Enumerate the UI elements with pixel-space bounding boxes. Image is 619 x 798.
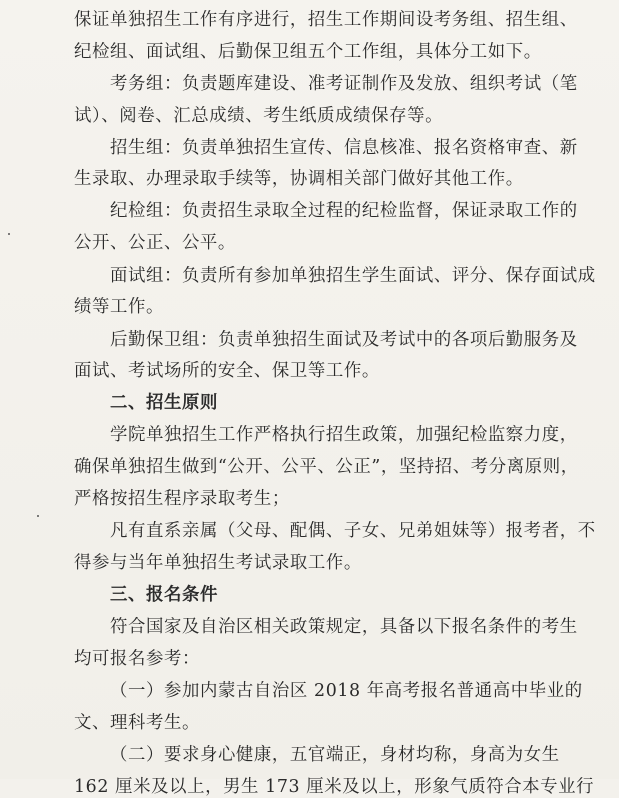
text-line: 考务组：负责题库建设、准考证制作及发放、组织考试（笔 [110,74,578,94]
text-line: 试）、阅卷、汇总成绩、考生纸质成绩保存等。 [74,106,444,126]
text-line: 生录取、办理录取手续等，协调相关部门做好其他工作。 [74,169,524,189]
text-line: 得参与当年单独招生考试录取工作。 [74,553,362,573]
text-line: 绩等工作。 [74,297,164,317]
text-line: 严格按招生程序录取考生； [74,489,290,509]
text-line: （一）参加内蒙古自治区 2018 年高考报名普通高中毕业的 [110,681,583,701]
scan-speck [37,515,39,517]
text-line: 保证单独招生工作有序进行，招生工作期间设考务组、招生组、 [74,10,578,30]
text-line: 招生组：负责单独招生宣传、信息核准、报名资格审查、新 [110,138,578,158]
text-line: 纪检组：负责招生录取全过程的纪检监督，保证录取工作的 [110,201,578,221]
text-line: 162 厘米及以上，男生 173 厘米及以上，形象气质符合本专业行 [74,777,595,797]
scan-speck [8,233,10,235]
text-line: 面试、考试场所的安全、保卫等工作。 [74,361,380,381]
text-line: 凡有直系亲属（父母、配偶、子女、兄弟姐妹等）报考者，不 [110,521,596,541]
text-line: 符合国家及自治区相关政策规定，具备以下报名条件的考生 [110,617,578,637]
text-line: 学院单独招生工作严格执行招生政策，加强纪检监察力度， [110,425,578,445]
section-heading: 二、招生原则 [110,393,218,413]
text-line: 均可报名参考： [74,649,200,669]
text-line: 纪检组、面试组、后勤保卫组五个工作组，具体分工如下。 [74,42,542,62]
text-line: 确保单独招生做到“公开、公平、公正”，坚持招、考分离原则， [74,457,579,477]
text-line: （二）要求身心健康，五官端正，身材均称，身高为女生 [110,745,560,765]
text-line: 文、理科考生。 [74,713,200,733]
text-line: 公开、公正、公平。 [74,233,236,253]
section-heading: 三、报名条件 [110,585,218,605]
text-line: 后勤保卫组：负责单独招生面试及考试中的各项后勤服务及 [110,330,578,350]
text-line: 面试组：负责所有参加单独招生学生面试、评分、保存面试成 [110,266,596,286]
